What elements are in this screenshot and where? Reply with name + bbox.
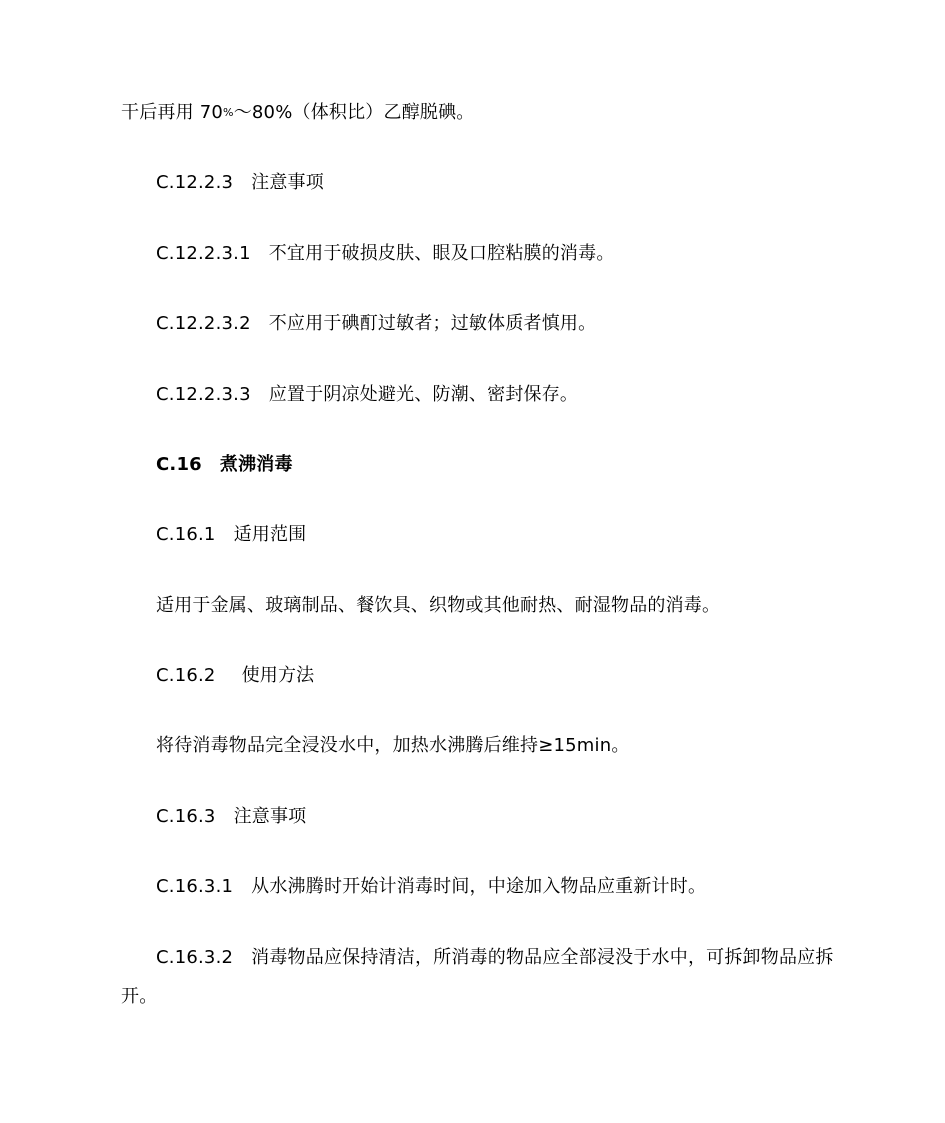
section-number: C.16.1 bbox=[156, 524, 216, 545]
line-text: ～80%（体积比）乙醇脱碘。 bbox=[233, 102, 475, 123]
section-number: C.16.3.2 bbox=[156, 947, 234, 968]
paragraph-line bbox=[156, 735, 630, 757]
section-number: C.12.2.3.2 bbox=[156, 313, 251, 334]
clause-text: 从水沸腾时开始计消毒时间，中途加入物品应重新计时。 bbox=[251, 876, 707, 897]
section-clause bbox=[156, 876, 706, 898]
clause-text: 应置于阴凉处避光、防潮、密封保存。 bbox=[268, 384, 579, 405]
section-number: C.12.2.3.1 bbox=[156, 243, 251, 264]
line-text: 适用于金属、玻璃制品、餐饮具、织物或其他耐热、耐湿物品的消毒。 bbox=[156, 595, 721, 616]
section-title: 适用范围 bbox=[233, 524, 307, 545]
section-clause bbox=[156, 243, 615, 265]
section-number: C.16 bbox=[156, 454, 202, 475]
section-clause bbox=[156, 313, 596, 335]
section-number: C.12.2.3 bbox=[156, 172, 234, 193]
line-text: 干后再用 70 bbox=[121, 102, 224, 123]
section-heading bbox=[156, 806, 306, 828]
section-heading bbox=[156, 665, 314, 687]
clause-text: 不宜用于破损皮肤、眼及口腔粘膜的消毒。 bbox=[268, 243, 615, 264]
section-clause bbox=[156, 384, 578, 406]
section-number: C.16.2 bbox=[156, 665, 216, 686]
section-clause bbox=[156, 947, 834, 969]
paragraph-line bbox=[121, 102, 475, 124]
section-number: C.16.3 bbox=[156, 806, 216, 827]
section-title: 使用方法 bbox=[241, 665, 315, 686]
line-text: 将待消毒物品完全浸没水中，加热水沸腾后维持≥15min。 bbox=[156, 735, 630, 756]
section-title: 注意事项 bbox=[233, 806, 307, 827]
line-text: 开。 bbox=[121, 986, 158, 1007]
clause-text: 消毒物品应保持清洁，所消毒的物品应全部浸没于水中，可拆卸物品应拆 bbox=[251, 947, 834, 968]
section-number: C.16.3.1 bbox=[156, 876, 234, 897]
section-title: 煮沸消毒 bbox=[219, 454, 293, 475]
chapter-heading bbox=[156, 454, 293, 476]
section-title: 注意事项 bbox=[251, 172, 324, 193]
section-heading bbox=[156, 172, 324, 194]
paragraph-line bbox=[121, 986, 157, 1008]
clause-text: 不应用于碘酊过敏者；过敏体质者慎用。 bbox=[268, 313, 597, 334]
section-number: C.12.2.3.3 bbox=[156, 384, 251, 405]
paragraph-line bbox=[156, 595, 720, 617]
percent-sign: % bbox=[223, 106, 234, 119]
section-heading bbox=[156, 524, 306, 546]
